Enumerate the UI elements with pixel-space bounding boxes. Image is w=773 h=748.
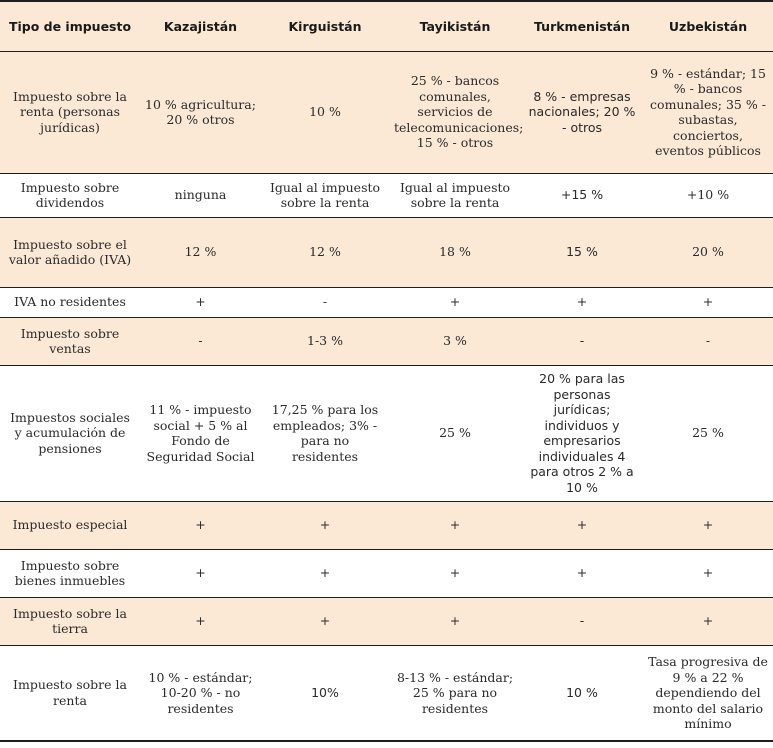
cell-tayikistan: 3 % [389,317,521,365]
cell-kirguistan: + [261,501,389,549]
cell-kazajistan: 10 % agricultura; 20 % otros [140,51,261,173]
cell-uzbekistan: 25 % [643,365,773,501]
cell-kazajistan: + [140,501,261,549]
cell-kazajistan: - [140,317,261,365]
row-label: Impuesto sobre la renta (personas jurídicas) [0,51,140,173]
cell-turkmenistan: + [521,501,643,549]
row-label: Impuesto sobre la tierra [0,597,140,645]
cell-uzbekistan: + [643,597,773,645]
table-row [0,317,773,365]
cell-uzbekistan: Tasa progresiva de 9 % a 22 % dependiendo del monto del salario mínimo [643,645,773,741]
cell-turkmenistan: 20 % para las personas jurídicas; individuos y empresarios individuales 4 para otros 2 % a 10 % [521,365,643,501]
cell-kirguistan: 17,25 % para los empleados; 3% - para no residentes [261,365,389,501]
cell-tayikistan: 25 % [389,365,521,501]
cell-turkmenistan: 10 % [521,645,643,741]
cell-turkmenistan: - [521,597,643,645]
cell-kazajistan: + [140,287,261,317]
table-row [0,51,773,173]
cell-kazajistan: 12 % [140,217,261,287]
cell-uzbekistan: +10 % [643,173,773,217]
header-row [0,1,773,51]
cell-turkmenistan: + [521,287,643,317]
header-tipo: Tipo de impuesto [0,1,140,51]
cell-kirguistan: Igual al impuesto sobre la renta [261,173,389,217]
header-country-turkmenistan: Turkmenistán [521,1,643,51]
row-label: Impuesto especial [0,501,140,549]
cell-tayikistan: + [389,287,521,317]
table-row [0,645,773,741]
cell-kazajistan: 11 % - impuesto social + 5 % al Fondo de Seguridad Social [140,365,261,501]
table-row [0,549,773,597]
cell-turkmenistan: + [521,549,643,597]
table-row [0,287,773,317]
cell-tayikistan: + [389,549,521,597]
cell-turkmenistan: +15 % [521,173,643,217]
cell-kazajistan: + [140,597,261,645]
cell-kirguistan: 1-3 % [261,317,389,365]
table-row [0,597,773,645]
row-label: Impuestos sociales y acumulación de pensiones [0,365,140,501]
cell-tayikistan: 25 % - bancos comunales, servicios de telecomunicaciones; 15 % - otros [389,51,521,173]
row-label: Impuesto sobre la renta [0,645,140,741]
table-row [0,365,773,501]
cell-tayikistan: + [389,501,521,549]
cell-uzbekistan: - [643,317,773,365]
cell-uzbekistan: + [643,549,773,597]
cell-kazajistan: + [140,549,261,597]
row-label: Impuesto sobre dividendos [0,173,140,217]
cell-tayikistan: + [389,597,521,645]
cell-kazajistan: 10 % - estándar; 10-20 % - no residentes [140,645,261,741]
row-label: IVA no residentes [0,287,140,317]
table-row [0,501,773,549]
cell-turkmenistan: - [521,317,643,365]
cell-kirguistan: - [261,287,389,317]
cell-turkmenistan: 15 % [521,217,643,287]
cell-kirguistan: 12 % [261,217,389,287]
header-country-kirguistan: Kirguistán [261,1,389,51]
cell-kirguistan: 10% [261,645,389,741]
cell-uzbekistan: 20 % [643,217,773,287]
cell-uzbekistan: + [643,287,773,317]
cell-kazajistan: ninguna [140,173,261,217]
header-country-uzbekistan: Uzbekistán [643,1,773,51]
table-row [0,173,773,217]
row-label: Impuesto sobre bienes inmuebles [0,549,140,597]
row-label: Impuesto sobre el valor añadido (IVA) [0,217,140,287]
row-label: Impuesto sobre ventas [0,317,140,365]
cell-kirguistan: + [261,549,389,597]
table-row [0,217,773,287]
cell-kirguistan: 10 % [261,51,389,173]
cell-uzbekistan: + [643,501,773,549]
cell-uzbekistan: 9 % - estándar; 15 % - bancos comunales; 35 % - subastas, conciertos, eventos públicos [643,51,773,173]
header-country-kazajistan: Kazajistán [140,1,261,51]
cell-tayikistan: 8-13 % - estándar; 25 % para no residentes [389,645,521,741]
cell-turkmenistan: 8 % - empresas nacionales; 20 % - otros [521,51,643,173]
header-country-tayikistan: Tayikistán [389,1,521,51]
cell-tayikistan: 18 % [389,217,521,287]
cell-tayikistan: Igual al impuesto sobre la renta [389,173,521,217]
cell-kirguistan: + [261,597,389,645]
